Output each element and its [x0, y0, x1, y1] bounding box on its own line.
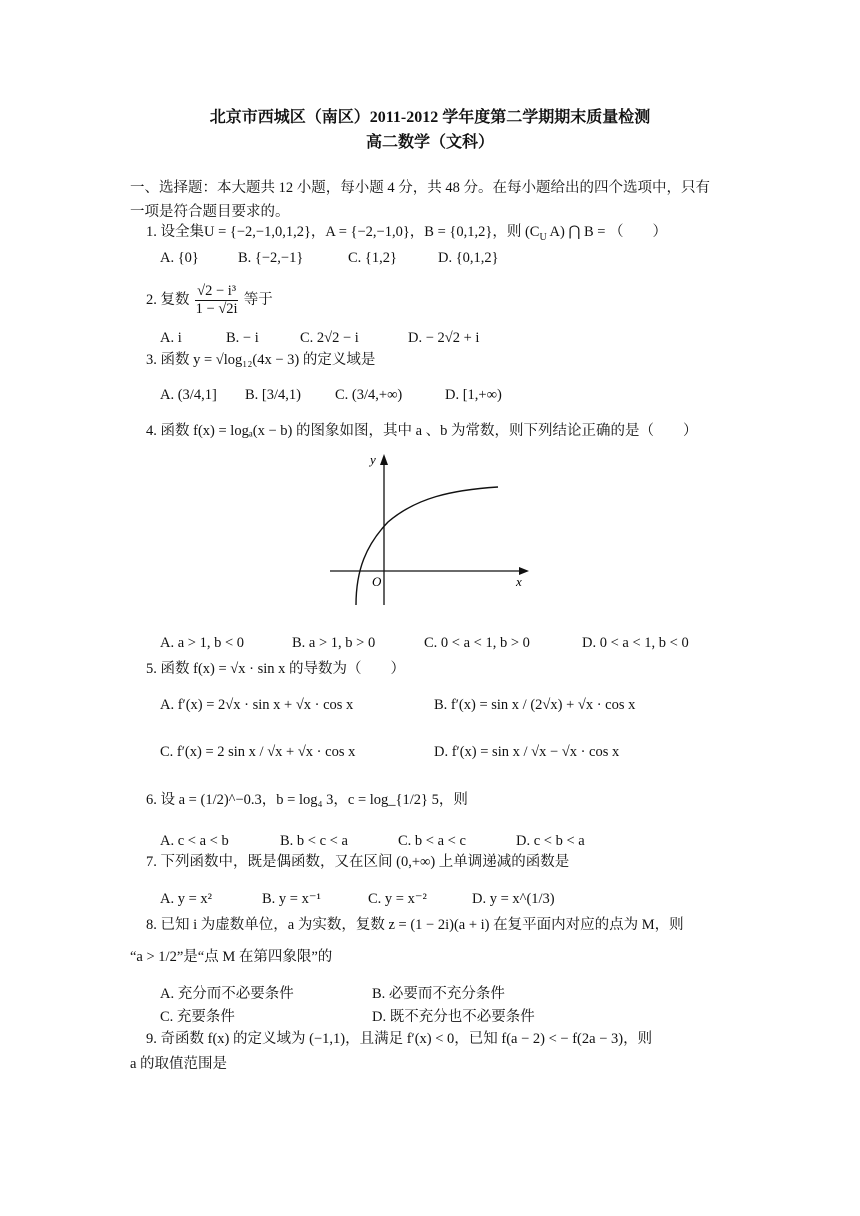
q6-option-c: C. b < a < c	[398, 833, 466, 849]
q2-numerator: √2 − i³	[197, 283, 237, 299]
q2-stem	[146, 283, 273, 317]
page-title: 北京市西城区（南区）2011-2012 学年度第二学期期末质量检测	[209, 109, 651, 126]
q7-option-a: A. y = x²	[160, 891, 212, 907]
q6-stem: 6. 设 a = (1/2)^−0.3，b = log₄ 3，c = log_{1/2} 5，则	[146, 792, 468, 808]
q8-option-a: A. 充分而不必要条件	[160, 986, 294, 1002]
q5-option-c: C. f′(x) = 2 sin x / √x + √x · cos x	[160, 744, 356, 760]
q5-stem: 5. 函数 f(x) = √x · sin x 的导数为（ ）	[146, 661, 405, 677]
q7-option-d: D. y = x^(1/3)	[472, 891, 555, 907]
q2-fraction	[195, 283, 238, 317]
q4-option-c: C. 0 < a < 1, b > 0	[424, 635, 530, 651]
q1-option-c: C. {1,2}	[348, 250, 397, 266]
q4-option-d: D. 0 < a < 1, b < 0	[582, 635, 689, 651]
q7-stem: 7. 下列函数中，既是偶函数，又在区间 (0,+∞) 上单调递减的函数是	[146, 854, 570, 870]
q4-option-a: A. a > 1, b < 0	[160, 635, 245, 651]
q2-option-c: C. 2√2 − i	[300, 330, 359, 346]
q8-option-b: B. 必要而不充分条件	[372, 986, 505, 1002]
page-subtitle: 高二数学（文科）	[365, 134, 494, 151]
q1-option-b: B. {−2,−1}	[238, 250, 304, 266]
q6-option-b: B. b < c < a	[280, 833, 348, 849]
q5-option-d: D. f′(x) = sin x / √x − √x · cos x	[434, 744, 620, 760]
q8-stem: 8. 已知 i 为虚数单位，a 为实数，复数 z = (1 − 2i)(a + i) 在复平面内对应的点为 M，则	[146, 917, 684, 933]
q3-option-d: D. [1,+∞)	[445, 387, 502, 403]
q1-option-a: A. {0}	[160, 250, 199, 266]
q1-stem-end: A) ⋂ B = （ ）	[546, 224, 668, 240]
q2-suffix: 等于	[243, 291, 273, 308]
q8-stem-2: “a > 1/2”是“点 M 在第四象限”的	[130, 949, 333, 965]
section-intro-line2: 一项是符合题目要求的。	[130, 204, 290, 220]
q2-denominator: 1 − √2i	[195, 300, 238, 317]
section-intro-line1: 一、选择题：本大题共 12 小题，每小题 4 分，共 48 分。在每小题给出的四个选项中，只有	[130, 180, 710, 196]
q5-option-a: A. f′(x) = 2√x · sin x + √x · cos x	[160, 697, 354, 713]
q6-option-a: A. c < a < b	[160, 833, 229, 849]
q7-option-b: B. y = x⁻¹	[262, 891, 321, 907]
q4-stem: 4. 函数 f(x) = logₐ(x − b) 的图象如图，其中 a 、b 为常数，则下列结论正确的是（ ）	[146, 423, 698, 439]
q3-option-b: B. [3/4,1)	[245, 387, 301, 403]
q4-function-graph	[326, 450, 536, 610]
x-axis-label: x	[516, 574, 522, 589]
q5-option-b: B. f′(x) = sin x / (2√x) + √x · cos x	[434, 697, 636, 713]
q1-stem	[146, 225, 667, 243]
q9-stem: 9. 奇函数 f(x) 的定义域为 (−1,1)，且满足 f′(x) < 0，已知 f(a − 2) < − f(2a − 3)，则	[146, 1031, 653, 1047]
q7-option-c: C. y = x⁻²	[368, 891, 427, 907]
q6-option-d: D. c < b < a	[516, 833, 585, 849]
q2-option-a: A. i	[160, 330, 182, 346]
origin-label: O	[372, 574, 382, 589]
y-axis-label: y	[370, 452, 376, 467]
q1-stem-text: 1. 设全集U = {−2,−1,0,1,2}，A = {−2,−1,0}，B = {0,1,2}，则 (C	[146, 224, 540, 240]
y-axis-arrow	[380, 454, 388, 465]
q1-option-d: D. {0,1,2}	[438, 250, 499, 266]
q1-stem-sub: U	[539, 231, 547, 243]
q2-prefix: 2. 复数	[146, 291, 190, 308]
q9-stem-2: a 的取值范围是	[130, 1056, 228, 1072]
q8-option-d: D. 既不充分也不必要条件	[372, 1009, 535, 1025]
q3-option-a: A. (3/4,1]	[160, 387, 217, 403]
q4-option-b: B. a > 1, b > 0	[292, 635, 376, 651]
q8-option-c: C. 充要条件	[160, 1009, 235, 1025]
q3-stem: 3. 函数 y = √log₁₂(4x − 3) 的定义域是	[146, 352, 376, 368]
q2-option-b: B. − i	[226, 330, 259, 346]
q2-option-d: D. − 2√2 + i	[408, 330, 480, 346]
q3-option-c: C. (3/4,+∞)	[335, 387, 403, 403]
